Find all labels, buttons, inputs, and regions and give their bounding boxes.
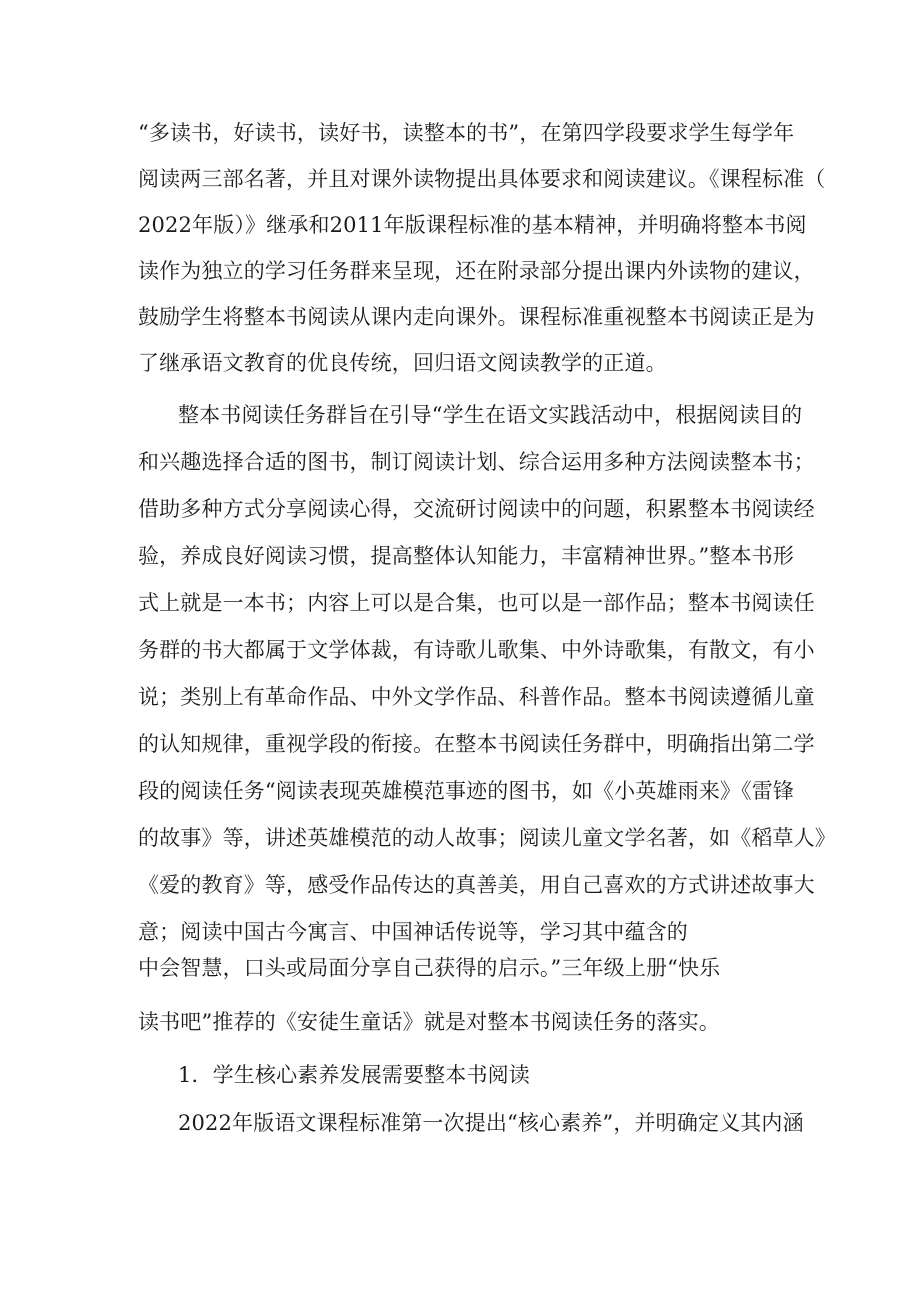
paragraph-2-line-10: 的故事》等，讲述英雄模范的动人故事；阅读儿童文学名著，如《稻草人》 (138, 826, 836, 850)
paragraph-2-line-6: 务群的书大都属于文学体裁，有诗歌儿歌集、中外诗歌集，有散文，有小 (138, 638, 815, 662)
paragraph-1-line-6: 了继承语文教育的优良传统，回归语文阅读教学的正道。 (138, 351, 667, 375)
paragraph-2-line-5: 式上就是一本书；内容上可以是合集，也可以是一部作品；整本书阅读任 (138, 591, 815, 615)
paragraph-2-line-4: 验，养成良好阅读习惯，提高整体认知能力，丰富精神世界。”整本书形 (138, 544, 795, 568)
paragraph-1-line-5: 鼓励学生将整本书阅读从课内走向课外。课程标准重视整本书阅读正是为 (138, 305, 815, 329)
paragraph-1-line-1: “多读书，好读书，读好书，读整本的书”，在第四学段要求学生每学年 (138, 121, 795, 145)
paragraph-2-line-11: 《爱的教育》等，感受作品传达的真善美，用自己喜欢的方式讲述故事大 (138, 873, 815, 897)
paragraph-2-line-9: 段的阅读任务“阅读表现英雄模范事迹的图书，如《小英雄雨来》《雷锋 (138, 779, 795, 803)
paragraph-1-line-4: 读作为独立的学习任务群来呈现，还在附录部分提出课内外读物的建议， (138, 259, 815, 283)
paragraph-2-line-14: 读书吧”推荐的《安徒生童话》就是对整本书阅读任务的落实。 (138, 1010, 720, 1034)
paragraph-2-line-1: 整本书阅读任务群旨在引导“学生在语文实践活动中，根据阅读目的 (178, 403, 803, 427)
paragraph-2-line-13: 中会智慧，口头或局面分享自己获得的启示。”三年级上册“快乐 (138, 956, 721, 980)
paragraph-2-line-7: 说；类别上有革命作品、中外文学作品、科普作品。整本书阅读遵循儿童 (138, 685, 815, 709)
paragraph-2-line-2: 和兴趣选择合适的图书，制订阅读计划、综合运用多种方法阅读整本书； (138, 450, 815, 474)
paragraph-2-line-12: 意；阅读中国古今寓言、中国神话传说等，学习其中蕴含的 (138, 920, 688, 944)
section-heading: 1．学生核心素养发展需要整本书阅读 (178, 1063, 530, 1087)
paragraph-1-line-3: 2022年版）》继承和2011年版课程标准的基本精神，并明确将整本书阅 (138, 213, 807, 237)
paragraph-2-line-8: 的认知规律，重视学段的衔接。在整本书阅读任务群中，明确指出第二学 (138, 732, 815, 756)
paragraph-2-line-3: 借助多种方式分享阅读心得，交流研讨阅读中的问题，积累整本书阅读经 (138, 497, 815, 521)
paragraph-1-line-2: 阅读两三部名著，并且对课外读物提出具体要求和阅读建议。《课程标准（ (138, 167, 826, 191)
paragraph-3-line-1: 2022年版语文课程标准第一次提出“核心素养”，并明确定义其内涵 (178, 1111, 804, 1135)
